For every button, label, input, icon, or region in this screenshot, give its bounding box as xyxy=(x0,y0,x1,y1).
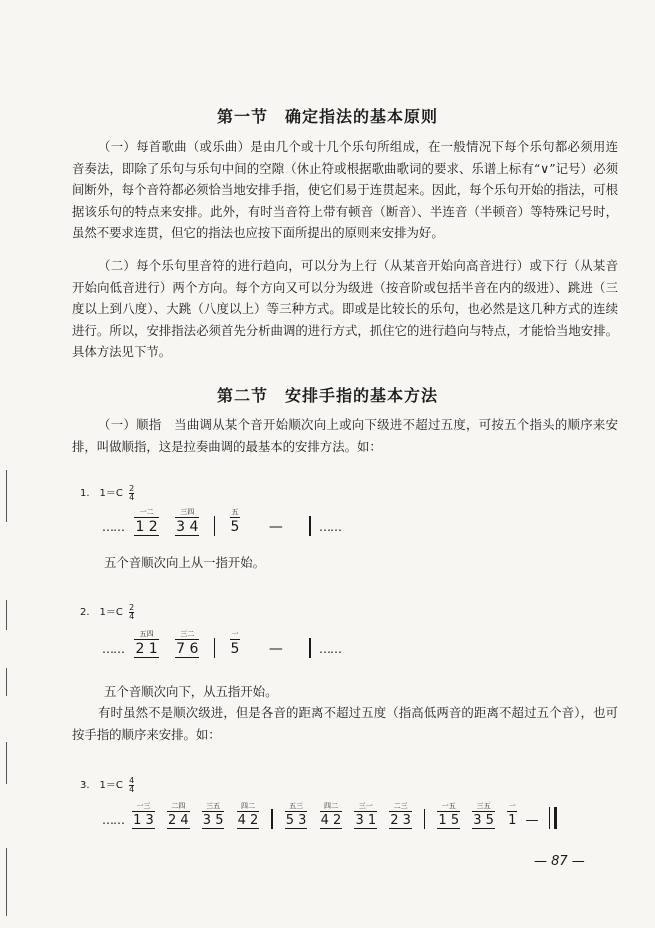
notes: 5 xyxy=(230,519,240,535)
barline xyxy=(424,809,425,829)
example-3-label xyxy=(80,776,134,794)
notes: 1 3 xyxy=(133,813,154,828)
fingering: 一三 xyxy=(132,802,155,812)
note-group xyxy=(175,508,199,536)
example-2-key: 2. 1＝C xyxy=(80,607,123,618)
barline xyxy=(309,516,310,536)
fingering: 三五 xyxy=(472,802,495,812)
note-group xyxy=(202,802,225,829)
note-group xyxy=(167,802,190,829)
notes: 1 xyxy=(508,813,517,828)
paragraph-3: （一）顺指 当曲调从某个音开始顺次向上或向下级进不超过五度，可按五个指头的顺序来安排，叫做顺指，这是拉奏曲调的最基本的安排方法。如： xyxy=(72,417,618,454)
example-1-key: 1. 1＝C xyxy=(80,488,123,499)
note-group xyxy=(175,630,199,658)
dash: — xyxy=(525,813,539,828)
page-number: — 87 — xyxy=(534,854,585,869)
example-2-label xyxy=(80,603,134,621)
example-2-notation xyxy=(102,630,341,658)
note-group xyxy=(230,630,241,657)
section-1-title: 第一节 确定指法的基本原则 xyxy=(216,107,438,126)
example-3-notation xyxy=(102,802,557,829)
time-bottom: 4 xyxy=(129,611,135,621)
note-group xyxy=(472,802,495,829)
fingering: 五 xyxy=(231,508,239,516)
fingering: 一五 xyxy=(437,802,460,812)
scan-edge-mark xyxy=(6,742,7,784)
notes: 3 1 xyxy=(355,813,377,828)
note-group xyxy=(237,802,260,829)
notes: 3 5 xyxy=(202,813,224,828)
example-1-notation xyxy=(102,508,341,536)
time-top: 4 xyxy=(129,775,135,785)
note-group xyxy=(285,802,308,829)
lead-dots: …… xyxy=(102,813,124,827)
fingering: 三四 xyxy=(175,508,199,518)
notes: 1 5 xyxy=(438,813,460,828)
example-3-key: 3. 1＝C xyxy=(80,780,123,791)
example-1-time-signature xyxy=(129,485,134,502)
final-barline xyxy=(549,807,557,829)
tail-dots: …… xyxy=(319,642,341,656)
notes: 3 5 xyxy=(473,813,494,828)
time-bottom: 4 xyxy=(129,784,135,794)
paragraph-6: 有时虽然不是顺次级进，但是各音的距离不超过五度（指高低两音的距离不超过五个音），也可按手指的顺序来安排。如： xyxy=(72,705,618,742)
fingering: 一 xyxy=(231,630,239,638)
note-group xyxy=(389,802,412,829)
notes: 2 3 xyxy=(390,813,411,828)
notes: 4 2 xyxy=(320,813,342,828)
fingering: 四二 xyxy=(237,802,260,812)
notes: 1 2 xyxy=(135,519,158,535)
notes: 4 2 xyxy=(237,813,259,828)
note-group xyxy=(230,508,241,535)
time-bottom: 4 xyxy=(129,492,135,502)
paragraph-2: （二）每个乐句里音符的进行趋向，可以分为上行（从某音开始向高音进行）或下行（从某音开始向低音进行）两个方向。每个方向又可以分为级进（按音阶或包括半音在内的级进）、跳进（三度以上到八度）、大跳（八度以上）等三种方式。即或是比较长的乐句，也必然是这几种方式的连续进行。所以，安排指法必须首先分析曲调的进行方式，抓住它的进行趋向与特点，才能恰当地安排。具体方法见下节。 xyxy=(72,258,618,359)
note-group xyxy=(134,508,158,536)
lead-dots: …… xyxy=(102,642,124,656)
notes: 5 xyxy=(230,641,240,657)
tail-dots: …… xyxy=(319,520,341,534)
fingering: 四二 xyxy=(320,802,343,812)
barline xyxy=(214,516,215,536)
scan-edge-mark xyxy=(6,848,7,916)
notes: 2 4 xyxy=(167,813,189,828)
note-group xyxy=(437,802,460,829)
example-2-time-signature xyxy=(129,604,134,621)
fingering: 五三 xyxy=(285,802,308,812)
barline xyxy=(309,638,310,658)
scan-edge-mark xyxy=(6,668,7,696)
notes: 5 3 xyxy=(285,813,307,828)
note-group xyxy=(132,802,155,829)
scan-edge-mark xyxy=(6,600,7,630)
fingering: 五四 xyxy=(134,630,158,640)
barline xyxy=(271,809,272,829)
fingering: 三一 xyxy=(354,802,377,812)
dash: — xyxy=(268,641,283,657)
paragraph-5: 五个音顺次向下，从五指开始。 xyxy=(104,684,278,699)
lead-dots: …… xyxy=(102,520,124,534)
note-group xyxy=(507,802,517,828)
fingering: 二四 xyxy=(167,802,190,812)
fingering: 三二 xyxy=(175,630,199,640)
barline xyxy=(214,638,215,658)
fingering: 三五 xyxy=(202,802,225,812)
time-top: 2 xyxy=(129,483,135,493)
note-group xyxy=(134,630,158,658)
paragraph-4: 五个音顺次向上从一指开始。 xyxy=(104,555,266,570)
section-2-title: 第二节 安排手指的基本方法 xyxy=(216,386,438,405)
paragraph-1: （一）每首歌曲（或乐曲）是由几个或十几个乐句所组成，在一般情况下每个乐句都必须用连音奏法，即除了乐句与乐句中间的空隙（休止符或根据歌曲歌词的要求、乐谱上标有“∨”记号）必须间断外，每个音符都必须恰当地安排手指，使它们易于连贯起来。因此，每个乐句开始的指法，可根据该乐句的特点来安排。此外，有时当音符上带有顿音（断音）、半连音（半顿音）等特殊记号时，虽然不要求连贯，但它的指法也应按下面所提出的原则来安排为好。 xyxy=(72,139,618,240)
fingering: 二三 xyxy=(389,802,412,812)
fingering: 一二 xyxy=(134,508,158,518)
time-top: 2 xyxy=(129,602,135,612)
example-1-label xyxy=(80,484,134,502)
example-3-time-signature xyxy=(129,777,134,794)
scan-edge-mark xyxy=(6,470,7,522)
fingering: 一 xyxy=(508,802,516,810)
dash: — xyxy=(268,519,283,535)
note-group xyxy=(320,802,343,829)
notes: 3 4 xyxy=(176,519,199,535)
note-group xyxy=(354,802,377,829)
notes: 7 6 xyxy=(176,641,199,657)
notes: 2 1 xyxy=(135,641,158,657)
